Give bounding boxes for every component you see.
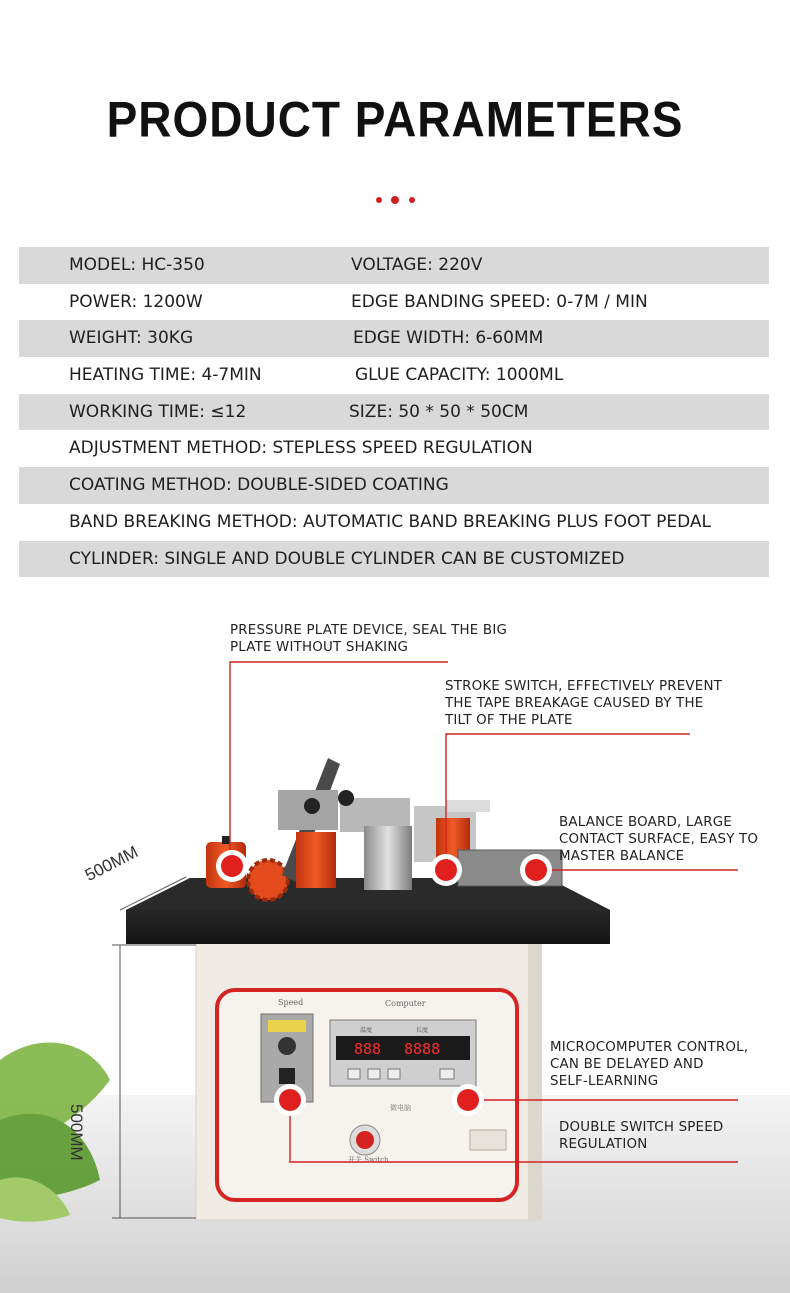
callout-line: MASTER BALANCE	[559, 849, 685, 864]
parameters-table	[19, 247, 769, 577]
callout-line: CAN BE DELAYED AND	[550, 1057, 704, 1072]
callout-line: MICROCOMPUTER CONTROL,	[550, 1040, 749, 1055]
brand-label: 微电脑	[390, 1104, 411, 1112]
dot-icon	[376, 197, 382, 203]
callout-balance-board	[559, 814, 758, 865]
param-row-weight	[19, 320, 769, 357]
callout-line: CONTACT SURFACE, EASY TO	[559, 832, 759, 847]
speed-label: Speed	[278, 998, 304, 1007]
callout-line: THE TAPE BREAKAGE CAUSED BY THE	[445, 696, 704, 711]
param-voltage: VOLTAGE: 220V	[351, 255, 483, 275]
display-digits-2: 8888	[404, 1040, 441, 1058]
callout-line: SELF-LEARNING	[550, 1074, 659, 1089]
callout-pressure-plate	[230, 622, 507, 656]
param-edge-banding-speed: EDGE BANDING SPEED: 0-7M / MIN	[351, 291, 648, 312]
callout-line: TILT OF THE PLATE	[445, 713, 573, 728]
decorative-dots	[376, 196, 416, 204]
param-row-cylinder	[19, 541, 769, 578]
dot-icon	[409, 197, 415, 203]
param-row-power	[19, 284, 769, 321]
callout-line: STROKE SWITCH, EFFECTIVELY PREVENT	[445, 679, 723, 694]
param-row-heating	[19, 357, 769, 394]
gear-wheel	[248, 860, 288, 900]
glue-roller	[364, 826, 412, 890]
param-glue-capacity: GLUE CAPACITY: 1000ML	[355, 365, 564, 386]
callout-line: PLATE WITHOUT SHAKING	[230, 640, 409, 655]
computer-label: Computer	[385, 999, 426, 1008]
param-band-breaking-method: BAND BREAKING METHOD: AUTOMATIC BAND BREAKING PLUS FOOT PEDAL	[69, 511, 711, 532]
callout-line: BALANCE BOARD, LARGE	[559, 815, 732, 830]
callout-line: REGULATION	[559, 1137, 648, 1152]
depth-dimension-label: 500MM	[82, 842, 142, 885]
page-title: PRODUCT PARAMETERS	[106, 90, 684, 148]
display-digits-1: 888	[354, 1040, 382, 1058]
param-coating-method: COATING METHOD: DOUBLE-SIDED COATING	[69, 475, 449, 496]
callout-microcomputer	[550, 1039, 748, 1090]
param-edge-width: EDGE WIDTH: 6-60MM	[353, 328, 544, 349]
param-adjustment-method: ADJUSTMENT METHOD: STEPLESS SPEED REGULATION	[69, 438, 533, 459]
callout-stroke-switch	[445, 678, 722, 729]
param-row-model	[19, 247, 769, 284]
param-model: MODEL: HC-350	[69, 255, 205, 275]
param-power: POWER: 1200W	[69, 291, 203, 312]
dot-icon	[391, 196, 399, 204]
param-weight: WEIGHT: 30KG	[69, 328, 194, 349]
param-row-band-breaking	[19, 504, 769, 541]
height-dimension-label: 500MM	[67, 1104, 86, 1161]
callout-line: PRESSURE PLATE DEVICE, SEAL THE BIG	[230, 623, 508, 638]
display-label-1: 温度	[360, 1027, 373, 1034]
param-working-time: WORKING TIME: ≤12	[69, 401, 247, 422]
param-cylinder: CYLINDER: SINGLE AND DOUBLE CYLINDER CAN BE CUSTOMIZED	[69, 548, 625, 569]
display-label-2: 长度	[416, 1027, 429, 1034]
param-size: SIZE: 50 * 50 * 50CM	[349, 401, 529, 422]
param-row-coating	[19, 467, 769, 504]
param-row-adjustment	[19, 430, 769, 467]
callout-double-switch	[559, 1119, 723, 1153]
param-row-working	[19, 394, 769, 431]
param-heating-time: HEATING TIME: 4-7MIN	[69, 365, 262, 386]
callout-line: DOUBLE SWITCH SPEED	[559, 1120, 724, 1135]
switch-label: 开关 Switch	[348, 1156, 389, 1164]
